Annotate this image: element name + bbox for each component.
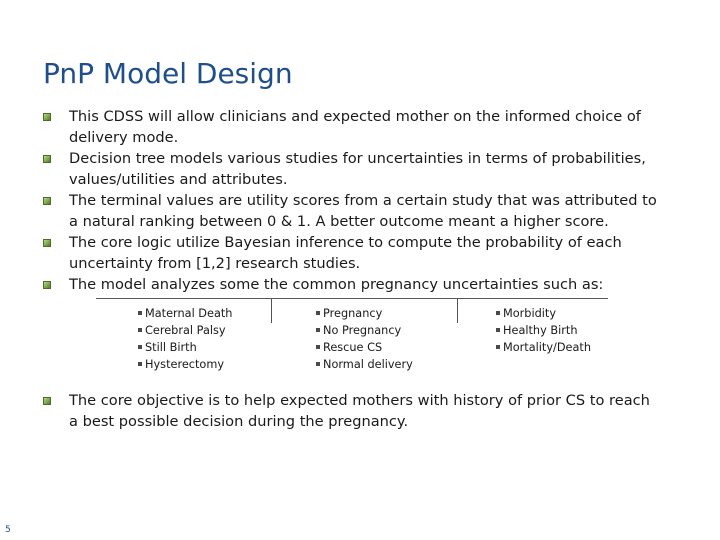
uncertainty-column [272,299,458,375]
small-square-bullet-icon [138,328,142,332]
uncertainty-column [96,299,272,375]
uncertainty-item: Healthy Birth [496,322,608,339]
small-square-bullet-icon [496,345,500,349]
bullet-text: The terminal values are utility scores from a certain study that was attributed to a natural ranking between 0 & 1. A better outcome meant a higher score. [69,192,657,230]
page-number: 5 [5,525,11,535]
small-square-bullet-icon [316,345,320,349]
bullet-text: The model analyzes some the common pregnancy uncertainties such as: [69,276,604,293]
bullet-item [42,190,662,232]
uncertainty-item: Normal delivery [316,356,458,373]
uncertainty-item: Mortality/Death [496,339,608,356]
bullet-item [42,106,662,148]
small-square-bullet-icon [316,311,320,315]
small-square-bullet-icon [496,311,500,315]
square-bullet-icon [43,155,51,163]
square-bullet-icon [43,239,51,247]
bullet-item [42,390,662,432]
slide-title: PnP Model Design [43,57,293,90]
uncertainty-item: Still Birth [138,339,272,356]
bullet-text: Decision tree models various studies for uncertainties in terms of probabilities, values/utilities and attributes. [69,150,646,188]
uncertainty-item: Morbidity [496,305,608,322]
uncertainty-item: Cerebral Palsy [138,322,272,339]
small-square-bullet-icon [316,362,320,366]
uncertainty-item: Maternal Death [138,305,272,322]
small-square-bullet-icon [316,328,320,332]
bullet-text: The core objective is to help expected mothers with history of prior CS to reach a best possible decision during the pregnancy. [69,392,650,430]
small-square-bullet-icon [138,345,142,349]
bullet-item [42,232,662,274]
bullet-item [42,148,662,190]
square-bullet-icon [43,397,51,405]
small-square-bullet-icon [138,362,142,366]
small-square-bullet-icon [138,311,142,315]
square-bullet-icon [43,197,51,205]
bullet-text: The core logic utilize Bayesian inference to compute the probability of each uncertainty from [1,2] research studies. [69,234,622,272]
bullet-list [42,106,662,295]
uncertainty-item: Hysterectomy [138,356,272,373]
bullet-text: This CDSS will allow clinicians and expected mother on the informed choice of delivery mode. [69,108,641,146]
uncertainty-column [458,299,608,375]
uncertainty-item: Pregnancy [316,305,458,322]
bullet-item [42,274,662,295]
uncertainties-table [96,298,608,375]
uncertainty-item: Rescue CS [316,339,458,356]
square-bullet-icon [43,281,51,289]
closing-bullet-list [42,390,662,432]
small-square-bullet-icon [496,328,500,332]
uncertainty-item: No Pregnancy [316,322,458,339]
square-bullet-icon [43,113,51,121]
